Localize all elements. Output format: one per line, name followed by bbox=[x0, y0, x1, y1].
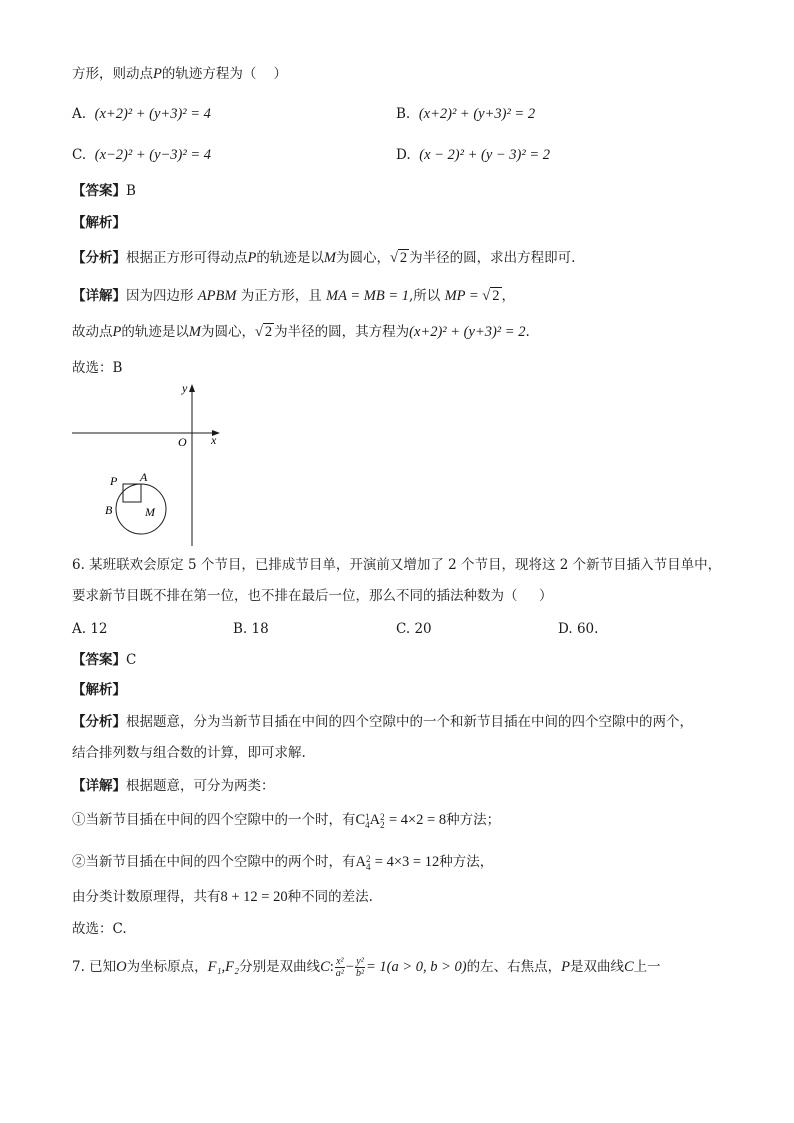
square-apbm bbox=[123, 484, 141, 502]
frac-x2-a2: $\frac{\text{x²}}{\text{a²}}$ bbox=[335, 956, 344, 979]
q5-stem: 方形，则动点P的轨迹方程为（ ） bbox=[72, 66, 288, 82]
label-x: x bbox=[211, 433, 217, 447]
q5-answer: 【答案】B bbox=[72, 183, 136, 199]
frac-y2-b2: $\frac{\text{y²}}{\text{b²}}$ bbox=[355, 956, 364, 979]
q6-option-d: D. 60. bbox=[558, 621, 599, 637]
q6-fenxi-2: 结合排列数与组合数的计算，即可求解. bbox=[72, 745, 306, 761]
y-axis-arrow bbox=[189, 384, 195, 392]
q6-total: 由分类计数原理得，共有8 + 12 = 20种不同的差法. bbox=[72, 889, 373, 905]
arrangement-a42: A 2 4 bbox=[355, 853, 371, 872]
q6-stem-1: 6. 某班联欢会原定 5 个节目，已排成节目单，开演前又增加了 2 个节目，现将这 2 个新节目插入节目单中， bbox=[72, 557, 722, 573]
label-m: M bbox=[145, 505, 155, 519]
q5-option-d: D. (x − 2)² + (y − 3)² = 2 bbox=[396, 147, 551, 163]
q5-fenxi: 【分析】根据正方形可得动点P的轨迹是以M为圆心，√ 2 为半径的圆，求出方程即可. bbox=[72, 250, 576, 266]
q5-option-b: B. (x+2)² + (y+3)² = 2 bbox=[396, 106, 536, 122]
q6-select: 故选：C. bbox=[72, 921, 127, 937]
q6-xiangjie: 【详解】根据题意，可分为两类： bbox=[72, 778, 275, 794]
label-o: O bbox=[178, 435, 187, 449]
label-p: P bbox=[110, 474, 118, 488]
label-y: y bbox=[182, 381, 188, 395]
q5-analysis-heading: 【解析】 bbox=[72, 215, 126, 231]
q5-xiangjie-1: 【详解】因为四边形 APBM 为正方形，且 MA = MB = 1,所以 MP = √ 2 ， bbox=[72, 288, 516, 304]
q5-xiangjie-2: 故动点P的轨迹是以M为圆心，√ 2 为半径的圆，其方程为(x+2)² + (y+3)² = 2. bbox=[72, 324, 530, 340]
q5-option-c: C. (x−2)² + (y−3)² = 4 bbox=[72, 147, 212, 163]
sqrt-two: √ 2 bbox=[389, 250, 408, 266]
sqrt-two: √ 2 bbox=[254, 324, 273, 340]
coordinate-figure bbox=[68, 378, 238, 550]
q7-stem: 7. 已知O为坐标原点，F₁,F₂分别是双曲线C: $\frac{\text{x²}}{\text{a²}}$ − $\frac{\text{y²}}{\text{b²}}$ = 1(a > 0, b > 0)的左、右焦点，P是双曲线C上一 bbox=[72, 956, 661, 979]
q6-analysis-heading: 【解析】 bbox=[72, 682, 126, 698]
q5-select: 故选：B bbox=[72, 360, 123, 376]
sqrt-two: √ 2 bbox=[482, 288, 500, 304]
q6-case-2: ②当新节目插在中间的四个空隙中的两个时，有A 2 4 = 4×3 = 12种方法， bbox=[72, 853, 494, 872]
q5-option-a: A. (x+2)² + (y+3)² = 4 bbox=[72, 106, 211, 122]
combination-c41: C 1 4 A 2 2 bbox=[355, 811, 385, 830]
label-a: A bbox=[140, 470, 148, 484]
q6-fenxi-1: 【分析】根据题意，分为当新节目插在中间的四个空隙中的一个和新节目插在中间的四个空隙中的两个， bbox=[72, 714, 693, 730]
q6-answer: 【答案】C bbox=[72, 652, 137, 668]
q6-option-a: A. 12 bbox=[72, 621, 108, 637]
q6-option-c: C. 20 bbox=[396, 621, 432, 637]
q6-stem-2: 要求新节目既不排在第一位，也不排在最后一位，那么不同的插法种数为（ ） bbox=[72, 588, 553, 604]
q6-case-1: ①当新节目插在中间的四个空隙中的一个时，有C 1 4 A 2 2 = 4×2 = 8种方法； bbox=[72, 811, 501, 830]
label-b: B bbox=[105, 503, 113, 517]
q6-option-b: B. 18 bbox=[233, 621, 269, 637]
